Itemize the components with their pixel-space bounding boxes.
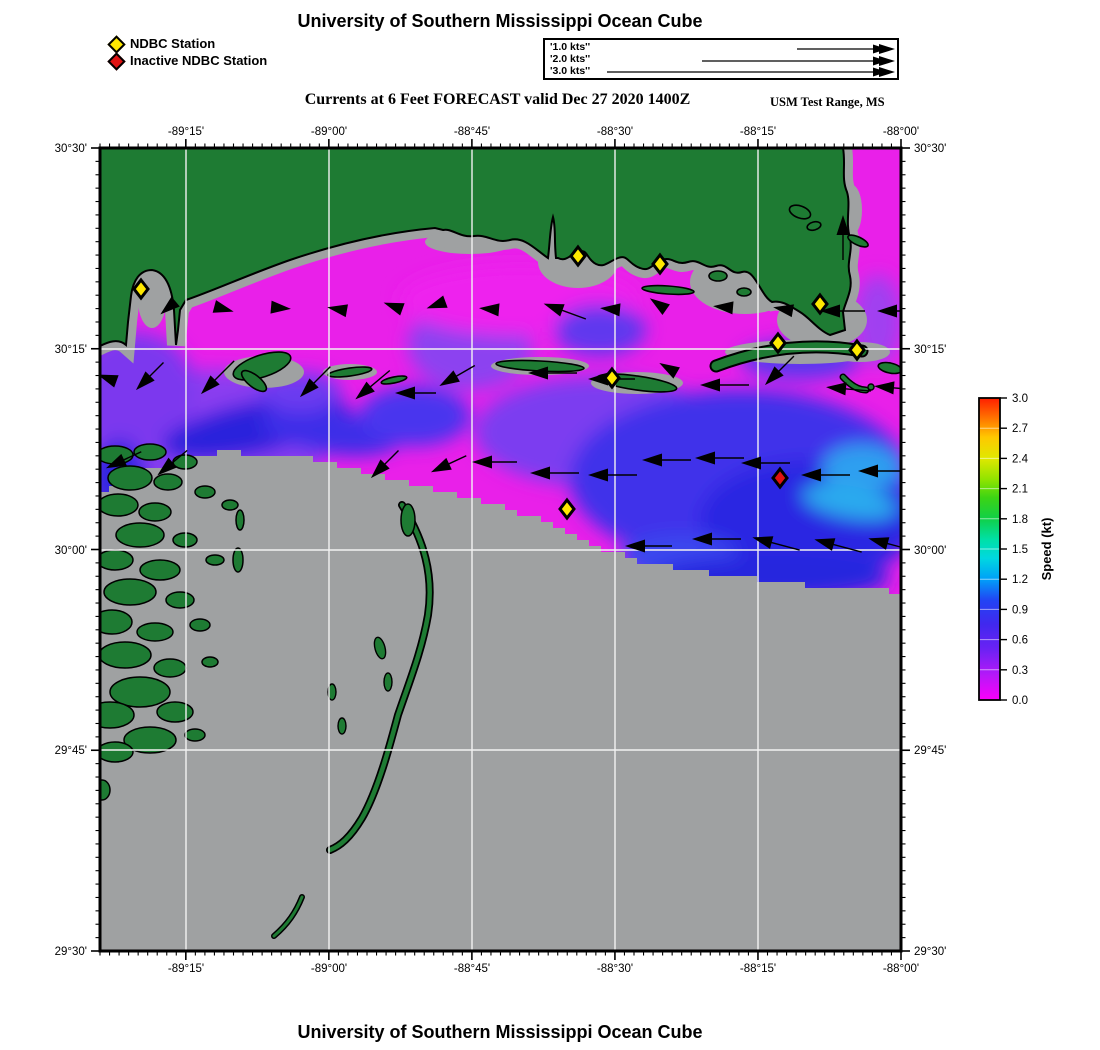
lon-tick-label: -88°30'	[596, 963, 634, 975]
lon-tick-label: -88°00'	[882, 126, 920, 138]
lat-tick-label: 30°15'	[54, 344, 87, 356]
colorbar-tick-label: 1.8	[1012, 513, 1028, 526]
region-label: USM Test Range, MS	[770, 95, 885, 109]
page-title-bottom: University of Southern Mississippi Ocean Cube	[297, 1022, 703, 1042]
lat-tick-label: 30°00'	[54, 545, 87, 557]
legend-label-inactive: Inactive NDBC Station	[130, 53, 268, 68]
forecast-subtitle: Currents at 6 Feet FORECAST valid Dec 27 2020 1400Z	[304, 91, 691, 108]
colorbar-title: Speed (kt)	[1039, 517, 1054, 581]
legend-label-active: NDBC Station	[130, 36, 216, 51]
colorbar-tick-label: 2.7	[1012, 423, 1028, 436]
colorbar-tick-label: 0.6	[1012, 634, 1028, 647]
scale-label-3kt: '3.0 kts''	[550, 65, 591, 77]
lon-tick-label: -88°00'	[882, 963, 920, 975]
lon-tick-label: -89°00'	[310, 963, 348, 975]
lon-tick-label: -88°45'	[453, 963, 491, 975]
scale-label-2kt: '2.0 kts''	[550, 53, 591, 65]
lon-tick-label: -88°45'	[453, 126, 491, 138]
lat-tick-label: 30°30'	[54, 143, 87, 155]
lon-tick-label: -89°15'	[167, 126, 205, 138]
page-title: University of Southern Mississippi Ocean Cube	[297, 11, 703, 31]
colorbar-tick-label: 0.3	[1012, 664, 1028, 677]
lat-tick-label: 29°45'	[914, 745, 947, 757]
lon-tick-label: -88°15'	[739, 126, 777, 138]
lat-tick-label: 29°45'	[54, 745, 87, 757]
lon-tick-label: -89°00'	[310, 126, 348, 138]
colorbar-tick-label: 2.4	[1012, 453, 1028, 466]
scale-label-1kt: '1.0 kts''	[550, 41, 591, 53]
colorbar-tick-label: 2.1	[1012, 483, 1028, 496]
colorbar-tick-label: 0.0	[1012, 695, 1028, 707]
colorbar-tick-label: 1.5	[1012, 544, 1028, 556]
lon-tick-label: -88°15'	[739, 963, 777, 975]
colorbar-tick-label: 0.9	[1012, 604, 1028, 617]
lon-tick-label: -88°30'	[596, 126, 634, 138]
colorbar-tick-label: 3.0	[1012, 393, 1028, 405]
lon-tick-label: -89°15'	[167, 963, 205, 975]
lat-tick-label: 30°00'	[914, 545, 947, 557]
lat-tick-label: 30°15'	[914, 344, 947, 356]
lat-tick-label: 29°30'	[54, 946, 87, 958]
lat-tick-label: 29°30'	[914, 946, 947, 958]
lat-tick-label: 30°30'	[914, 143, 947, 155]
colorbar-tick-label: 1.2	[1012, 574, 1028, 587]
speed-colorbar	[979, 393, 1054, 707]
